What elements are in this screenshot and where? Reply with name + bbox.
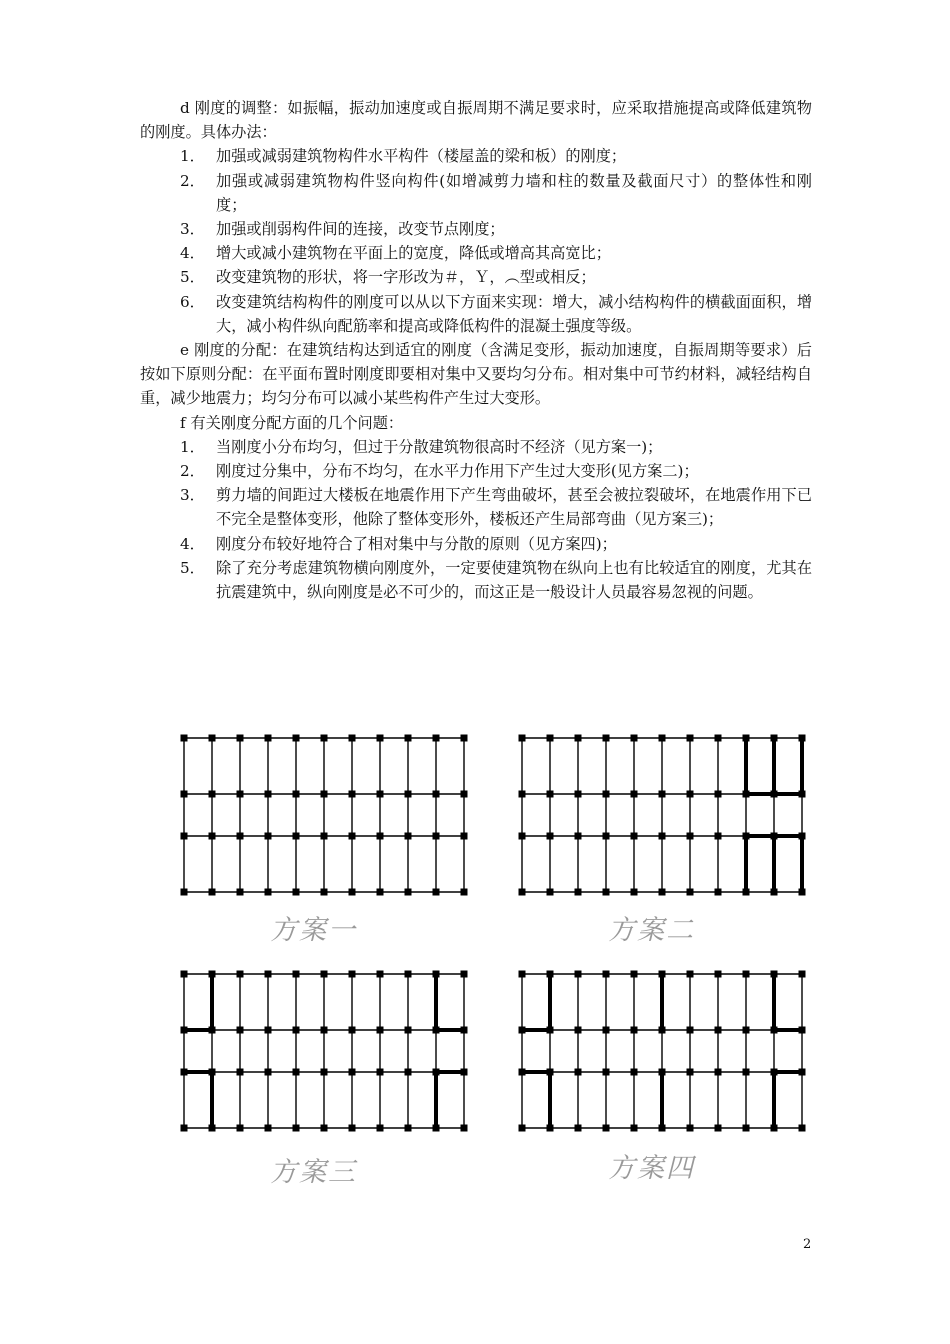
column-node [181,791,188,798]
column-node [687,1027,694,1034]
column-node [743,1125,750,1132]
column-node [349,735,356,742]
column-node [461,735,468,742]
column-node [265,791,272,798]
column-node [799,889,806,896]
column-node [659,1125,666,1132]
column-node [659,971,666,978]
column-node [237,1027,244,1034]
column-node [293,889,300,896]
column-node [321,1125,328,1132]
column-node [547,833,554,840]
column-node [181,1027,188,1034]
column-node [715,971,722,978]
grid-4 [519,971,806,1132]
column-node [181,1069,188,1076]
column-node [519,1069,526,1076]
column-node [631,1027,638,1034]
grid-3 [181,971,468,1132]
column-node [349,1069,356,1076]
column-node [405,1125,412,1132]
column-node [181,735,188,742]
column-node [771,833,778,840]
figure-caption-3: 方案三 [270,1157,357,1188]
list-item: 5． 除了充分考虑建筑物横向刚度外，一定要使建筑物在纵向上也有比较适宜的刚度，尤其在抗震建筑中，纵向刚度是必不可少的，而这正是一般设计人员最容易忽视的问题。 [180,558,812,602]
column-node [181,971,188,978]
column-node [799,1027,806,1034]
column-node [377,1027,384,1034]
column-node [519,735,526,742]
column-node [265,1027,272,1034]
column-node [461,1125,468,1132]
column-node [405,735,412,742]
column-node [321,1069,328,1076]
column-node [349,1027,356,1034]
column-node [519,971,526,978]
column-node [603,1027,610,1034]
column-node [321,889,328,896]
figure-plan-3 [178,968,472,1136]
column-node [799,735,806,742]
column-node [575,1069,582,1076]
column-node [293,1069,300,1076]
column-node [547,971,554,978]
column-node [547,735,554,742]
column-node [293,791,300,798]
column-node [715,889,722,896]
column-node [237,889,244,896]
column-node [349,833,356,840]
list-item: 5． 改变建筑物的形状，将一字形改为＃，Ｙ，︵型或相反； [180,268,596,287]
body-text [140,96,812,604]
list-item: 3． 加强或削弱构件间的连接，改变节点刚度； [180,220,505,239]
column-node [771,735,778,742]
column-node [265,1125,272,1132]
column-node [687,1069,694,1076]
column-node [771,971,778,978]
column-node [237,1069,244,1076]
column-node [377,833,384,840]
column-node [461,1027,468,1034]
column-node [293,1027,300,1034]
column-node [349,889,356,896]
column-node [405,1027,412,1034]
column-node [631,971,638,978]
column-node [433,971,440,978]
column-node [603,1069,610,1076]
column-node [771,1125,778,1132]
f-list [140,435,812,604]
column-node [631,1069,638,1076]
list-item: 2． 刚度过分集中，分布不均匀，在水平力作用下产生过大变形(见方案二)； [180,462,699,481]
column-node [377,735,384,742]
column-node [659,791,666,798]
column-node [687,1125,694,1132]
grid-2 [519,735,806,896]
column-node [575,735,582,742]
column-node [547,889,554,896]
column-node [377,791,384,798]
figure-caption-1: 方案一 [270,915,357,946]
column-node [743,833,750,840]
f-heading: f 有关刚度分配方面的几个问题： [180,413,404,432]
column-node [433,1069,440,1076]
column-node [265,889,272,896]
column-node [405,791,412,798]
column-node [405,889,412,896]
column-node [209,833,216,840]
column-node [631,735,638,742]
list-item: 6． 改变建筑结构构件的刚度可以从以下方面来实现：增大，减小结构构件的横截面面积，增大，减小构件纵向配筋率和提高或降低构件的混凝土强度等级。 [180,292,812,335]
column-node [575,971,582,978]
column-node [519,791,526,798]
column-node [461,833,468,840]
column-node [265,833,272,840]
column-node [461,791,468,798]
column-node [237,791,244,798]
column-node [547,1069,554,1076]
column-node [575,1125,582,1132]
column-node [603,1125,610,1132]
column-node [461,889,468,896]
column-node [461,971,468,978]
column-node [405,833,412,840]
grid-1 [181,735,468,896]
column-node [631,889,638,896]
column-node [603,833,610,840]
column-node [603,889,610,896]
column-node [349,971,356,978]
column-node [771,889,778,896]
column-node [575,791,582,798]
column-node [265,1069,272,1076]
column-node [265,735,272,742]
column-node [237,833,244,840]
column-node [349,1125,356,1132]
column-node [659,889,666,896]
figure-caption-2: 方案二 [608,915,695,946]
column-node [321,735,328,742]
figure-plan-2 [516,732,810,900]
list-item: 4． 增大或减小建筑物在平面上的宽度，降低或增高其高宽比； [180,244,611,263]
column-node [743,791,750,798]
column-node [181,833,188,840]
column-node [377,889,384,896]
column-node [659,1069,666,1076]
column-node [181,1125,188,1132]
column-node [519,1027,526,1034]
column-node [547,1027,554,1034]
column-node [433,735,440,742]
list-item: 2． 加强或减弱建筑物构件竖向构件(如增减剪力墙和柱的数量及截面尺寸）的整体性和刚度； [180,171,812,214]
column-node [321,833,328,840]
d-list [140,144,812,338]
column-node [715,791,722,798]
column-node [209,735,216,742]
column-node [293,833,300,840]
column-node [547,791,554,798]
column-node [743,1069,750,1076]
column-node [687,735,694,742]
column-node [659,1027,666,1034]
column-node [743,971,750,978]
column-node [743,735,750,742]
column-node [209,971,216,978]
column-node [687,889,694,896]
column-node [547,1125,554,1132]
column-node [687,833,694,840]
column-node [575,833,582,840]
column-node [433,889,440,896]
column-node [293,971,300,978]
column-node [237,1125,244,1132]
column-node [715,833,722,840]
list-item: 1． 加强或减弱建筑物构件水平构件（楼屋盖的梁和板）的刚度； [180,147,627,166]
column-node [575,1027,582,1034]
column-node [209,791,216,798]
column-node [687,971,694,978]
column-node [461,1069,468,1076]
column-node [631,1125,638,1132]
column-node [519,833,526,840]
column-node [209,889,216,896]
column-node [771,1069,778,1076]
column-node [519,1125,526,1132]
column-node [349,791,356,798]
d-heading: d 刚度的调整：如振幅，振动加速度或自振周期不满足要求时，应采取措施提高或降低建筑物的刚度。具体办法： [140,99,812,142]
column-node [237,971,244,978]
column-node [603,971,610,978]
column-node [575,889,582,896]
column-node [715,1027,722,1034]
column-node [321,971,328,978]
column-node [237,735,244,742]
e-paragraph: e 刚度的分配：在建筑结构达到适宜的刚度（含满足变形，振动加速度，自振周期等要求）后按如下原则分配：在平面布置时刚度即要相对集中又要均匀分布。相对集中可节约材料，减轻结构自重，减少地震力；均匀分布可以减小某些构件产生过大变形。 [140,341,812,408]
column-node [799,1069,806,1076]
column-node [799,971,806,978]
column-node [799,833,806,840]
column-node [631,791,638,798]
column-node [715,735,722,742]
column-node [321,791,328,798]
column-node [799,1125,806,1132]
page-number: 2 [803,1237,812,1252]
column-node [209,1125,216,1132]
column-node [265,971,272,978]
column-node [715,1125,722,1132]
column-node [377,1125,384,1132]
column-node [377,971,384,978]
column-node [433,791,440,798]
column-node [659,833,666,840]
figure-plan-1 [178,732,472,900]
column-node [433,1125,440,1132]
column-node [743,889,750,896]
column-node [715,1069,722,1076]
column-node [771,1027,778,1034]
column-node [687,791,694,798]
column-node [209,1027,216,1034]
column-node [293,735,300,742]
figure-caption-4: 方案四 [608,1153,695,1184]
column-node [799,791,806,798]
list-item: 3． 剪力墙的间距过大楼板在地震作用下产生弯曲破坏，甚至会被拉裂破坏，在地震作用下已不完全是整体变形，他除了整体变形外，楼板还产生局部弯曲（见方案三)； [180,486,812,529]
column-node [377,1069,384,1076]
figure-plan-4 [516,968,810,1136]
column-node [771,791,778,798]
column-node [293,1125,300,1132]
column-node [603,791,610,798]
column-node [743,1027,750,1034]
column-node [659,735,666,742]
column-node [519,889,526,896]
column-node [433,1027,440,1034]
column-node [405,1069,412,1076]
column-node [321,1027,328,1034]
list-item: 1． 当刚度小分布均匀，但过于分散建筑物很高时不经济（见方案一)； [180,437,663,456]
column-node [631,833,638,840]
column-node [209,1069,216,1076]
column-node [433,833,440,840]
column-node [405,971,412,978]
list-item: 4． 刚度分布较好地符合了相对集中与分散的原则（见方案四)； [180,534,617,553]
column-node [603,735,610,742]
column-node [181,889,188,896]
